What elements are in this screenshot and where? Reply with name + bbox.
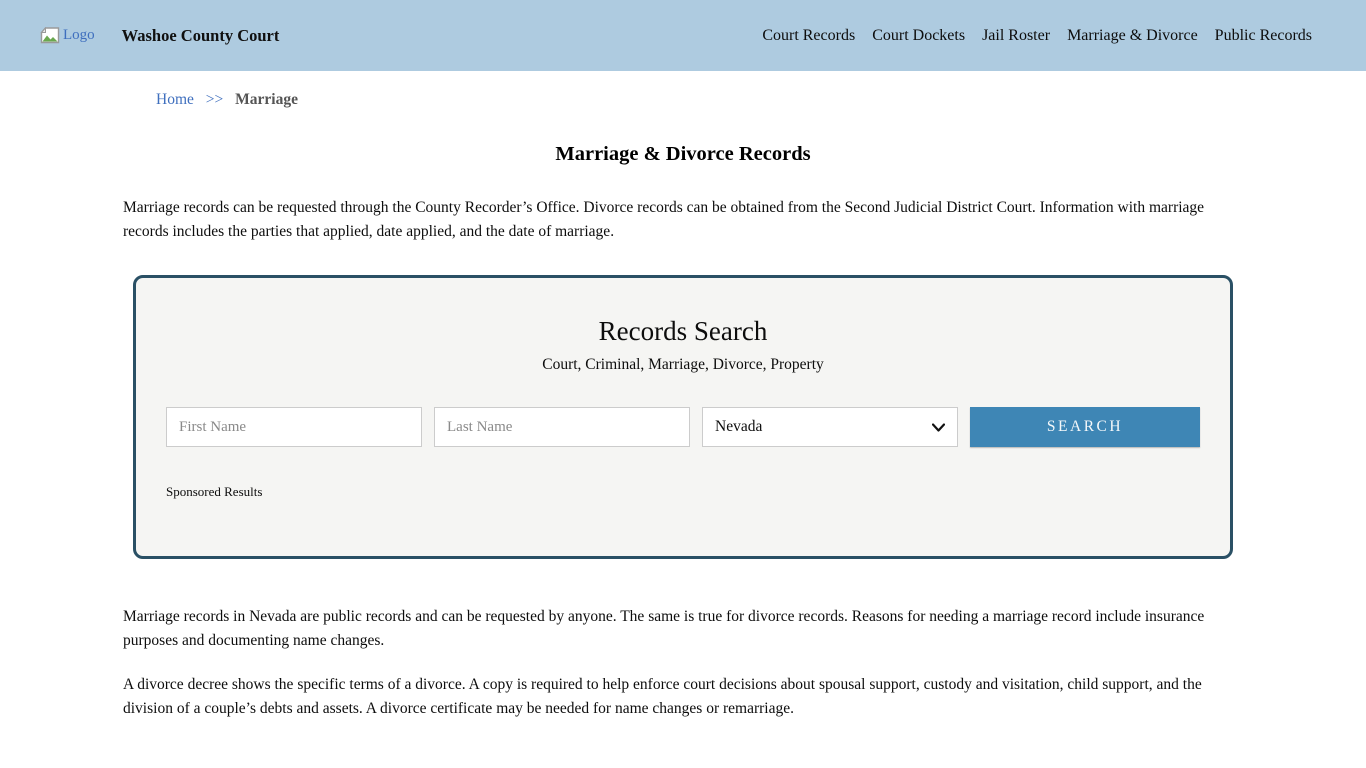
nav-court-dockets[interactable]: Court Dockets bbox=[872, 26, 966, 44]
nav-public-records[interactable]: Public Records bbox=[1214, 26, 1312, 44]
search-button[interactable]: SEARCH bbox=[970, 407, 1200, 447]
logo-alt-text: Logo bbox=[63, 27, 95, 43]
last-name-input[interactable] bbox=[434, 407, 690, 447]
nav-jail-roster[interactable]: Jail Roster bbox=[982, 26, 1051, 44]
state-select[interactable] bbox=[702, 407, 958, 447]
public-records-paragraph: Marriage records in Nevada are public records and can be requested by anyone. The same is true for divorce records. Reasons for needing a marriage record include insurance purposes and documenting name changes. bbox=[123, 608, 1205, 649]
divorce-decree-paragraph: A divorce decree shows the specific terms of a divorce. A copy is required to help enforce court decisions about spousal support, custody and visitation, child support, and the division of a couple’s debts and assets. A divorce certificate may be needed for name changes or remarriage. bbox=[123, 676, 1202, 717]
intro-paragraph: Marriage records can be requested through the County Recorder’s Office. Divorce records can be obtained from the Second Judicial District Court. Information with marriage records includes the parties that applied, date applied, and the date of marriage. bbox=[123, 199, 1205, 240]
search-box-subtitle: Court, Criminal, Marriage, Divorce, Property bbox=[542, 356, 824, 373]
logo-link[interactable] bbox=[40, 27, 95, 44]
search-box-title: Records Search bbox=[598, 316, 768, 346]
site-header bbox=[0, 0, 1366, 71]
first-name-input[interactable] bbox=[166, 407, 422, 447]
search-form bbox=[166, 407, 1200, 447]
page-title: Marriage & Divorce Records bbox=[555, 143, 811, 165]
nav-marriage-divorce[interactable]: Marriage & Divorce bbox=[1067, 26, 1198, 44]
breadcrumb-current: Marriage bbox=[235, 91, 298, 108]
nav-court-records[interactable]: Court Records bbox=[762, 26, 856, 44]
main-nav bbox=[762, 27, 1312, 45]
breadcrumb-separator: >> bbox=[205, 91, 224, 108]
sponsored-results-label: Sponsored Results bbox=[166, 484, 263, 499]
records-search-box bbox=[133, 275, 1233, 559]
site-title: Washoe County Court bbox=[121, 25, 280, 45]
broken-image-icon bbox=[40, 27, 60, 44]
chevron-down-icon bbox=[932, 423, 945, 432]
breadcrumb bbox=[0, 71, 1366, 109]
state-select-value: Nevada bbox=[715, 418, 763, 435]
breadcrumb-home-link[interactable]: Home bbox=[156, 91, 194, 108]
